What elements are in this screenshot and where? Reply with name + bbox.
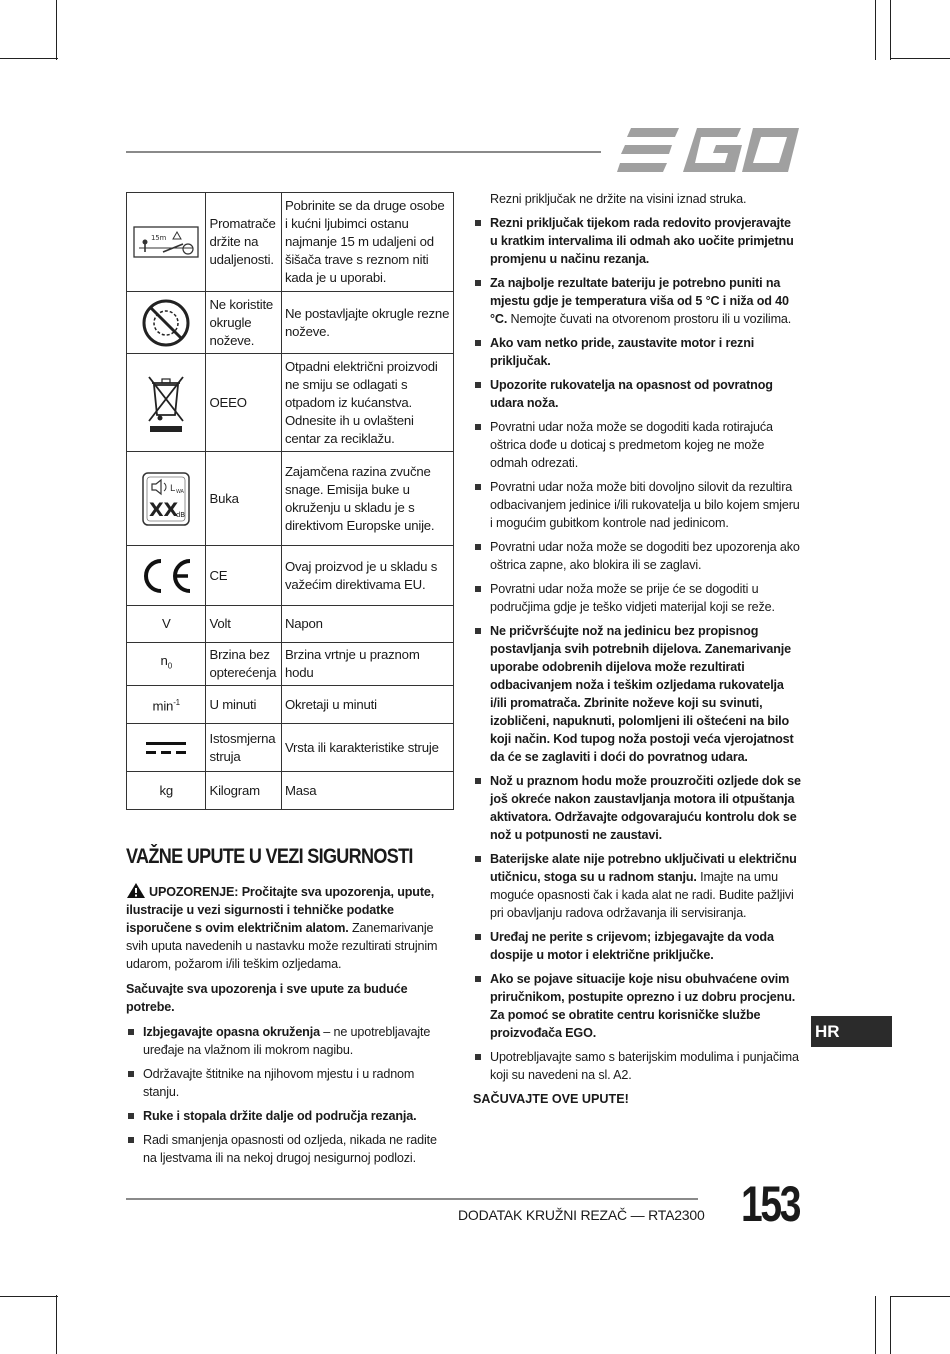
list-item [473, 274, 801, 328]
symbol-subscript: 0 [167, 661, 172, 671]
kilogram-symbol: kg [159, 782, 173, 798]
list-item [473, 418, 801, 472]
footer-rule [126, 1198, 698, 1200]
warning-label: UPOZORENJE: [149, 885, 239, 899]
item-text: Upotrebljavajte samo s baterijskim modulima i punjačima koji su navedeni na sl. A2. [490, 1050, 799, 1082]
no-load-speed-symbol: n [160, 653, 168, 669]
symbol-cell [127, 643, 206, 686]
symbol-name: Ne koristite okrugle noževe. [206, 292, 281, 354]
save-instructions-note: Sačuvajte sva upozorenja i sve upute za buduće potrebe. [126, 982, 408, 1014]
symbol-description: Ovaj proizvod je u skladu s važećim direktivama EU. [281, 546, 453, 606]
weee-bin-icon [146, 373, 186, 433]
item-bold: Upozorite rukovatelja na opasnost od povratnog udara noža. [490, 378, 773, 410]
warning-normal-text: Zanemarivanje svih uputa navedenih u nastavku može rezultirati strujnim udarom, požarom i/ili teškim ozljedama. [126, 921, 438, 971]
list-item [473, 928, 801, 964]
svg-text:15m: 15m [151, 234, 167, 242]
item-text: Radi smanjenja opasnosti od ozljeda, nikada ne radite na ljestvama ili na nekoj drugoj nesigurnoj podlozi. [143, 1133, 437, 1165]
list-item [473, 478, 801, 532]
warning-triangle-icon [126, 882, 146, 899]
item-text: Nemojte čuvati na otvorenom prostoru ili u vozilima. [507, 312, 792, 326]
list-item [126, 1023, 446, 1059]
symbol-description: Okretaji u minuti [281, 686, 453, 724]
crop-mark [56, 0, 57, 60]
symbol-cell [127, 686, 206, 724]
item-bold: Ako se pojave situacije koje nisu obuhvaćene ovim priručnikom, postupite oprezno i uz dobru procjenu. Za pomoć se obratite centru korisničke službe proizvođača EGO. [490, 972, 796, 1040]
safety-list-left [126, 1023, 446, 1167]
crop-mark [0, 1296, 58, 1297]
table-row [127, 546, 454, 606]
table-row [127, 452, 454, 546]
item-text: – ne upotrebljavajte uređaje na vlažnom ili mokrom nagibu. [143, 1025, 431, 1057]
item-text: Povratni udar noža može biti dovoljno silovit da rezultira odbacivanjem jedinice i/ili rukovatelja u bilo kojem smjeru i mogućim gubitkom kontrole nad jedinicom. [490, 480, 800, 530]
item-text: Održavajte štitnike na njihovom mjestu i u radnom stanju. [143, 1067, 415, 1099]
keep-instructions-note: SAČUVAJTE OVE UPUTE! [473, 1092, 629, 1106]
item-bold: Nož u praznom hodu može prouzročiti ozljede dok se još okreće nakon zaustavljanja motora ili otpuštanja aktivatora. Održavajte odgovarajuću kontrolu dok se nož u potpunosti ne zaustavi. [490, 774, 801, 842]
svg-text:XX: XX [149, 498, 179, 521]
crop-mark [0, 58, 58, 59]
list-item [473, 1048, 801, 1084]
table-row [127, 686, 454, 724]
symbol-description: Vrsta ili karakteristike struje [281, 724, 453, 772]
svg-text:L: L [170, 483, 176, 494]
item-bold: Ne pričvršćujte nož na jedinicu bez propisnog postavljanja svih potrebnih dijelova. Zanemarivanje uporabe odobrenih dijelova može rezultirati odbacivanjem noža i teškim ozljedama rukovatelja i/ili promatrača. Zbrinite noževe koji su svinuti, izobličeni, napuknuti, polomljeni ili oštećeni na bilo koji način. Kod tupog noža postoji veća vjerojatnost da će se zaglaviti i doći do povratnog udara. [490, 624, 794, 764]
language-tab: HR [811, 1016, 892, 1047]
crop-mark [56, 1295, 57, 1354]
symbol-description: Napon [281, 606, 453, 643]
list-item [473, 376, 801, 412]
section-title: VAŽNE UPUTE U VEZI SIGURNOSTI [126, 845, 413, 868]
warning-paragraph [126, 882, 446, 973]
symbol-description: Masa [281, 772, 453, 810]
noise-level-icon [142, 472, 190, 526]
symbol-cell [127, 354, 206, 452]
symbol-name: OEEO [206, 354, 281, 452]
bystander-distance-icon [133, 224, 199, 260]
item-bold: Ako vam netko pride, zaustavite motor i rezni priključak. [490, 336, 755, 368]
table-row [127, 772, 454, 810]
item-bold: Uređaj ne perite s crijevom; izbjegavajte da voda dospije u motor i električne priključke. [490, 930, 774, 962]
symbol-name: Promatrače držite na udaljenosti. [206, 193, 281, 292]
item-bold: Ruke i stopala držite dalje od područja rezanja. [143, 1109, 417, 1123]
list-item [473, 334, 801, 370]
symbol-name: U minuti [206, 686, 281, 724]
list-item [126, 1065, 446, 1101]
list-item [473, 622, 801, 766]
symbol-description: Pobrinite se da druge osobe i kućni ljubimci ostanu najmanje 15 m udaljeni od šišača trave s reznom niti kada je u uporabi. [281, 193, 453, 292]
symbol-cell [127, 772, 206, 810]
ce-mark-icon [138, 557, 194, 595]
per-minute-symbol: min [152, 698, 174, 714]
continued-item-text: Rezni priključak ne držite na visini iznad struka. [490, 192, 747, 206]
list-item [473, 970, 801, 1042]
symbol-name: Kilogram [206, 772, 281, 810]
header-rule [126, 151, 601, 153]
symbol-cell [127, 546, 206, 606]
svg-text:dB: dB [176, 510, 186, 519]
crop-mark [890, 58, 950, 59]
table-row [127, 724, 454, 772]
crop-mark [875, 1296, 876, 1354]
symbol-name: Volt [206, 606, 281, 643]
safety-section-left [126, 842, 446, 1173]
table-row [127, 643, 454, 686]
item-bold: Rezni priključak tijekom rada redovito provjeravajte u kratkim intervalima ili odmah ako uočite primjetnu promjenu u načinu rezanja. [490, 216, 794, 266]
list-item [473, 538, 801, 574]
symbol-description: Brzina vrtnje u praznom hodu [281, 643, 453, 686]
no-circular-blades-icon [141, 298, 191, 348]
symbol-name: Istosmjerna struja [206, 724, 281, 772]
list-item [473, 850, 801, 922]
symbol-superscript: -1 [173, 697, 180, 707]
list-item [473, 214, 801, 268]
crop-mark [890, 1296, 891, 1354]
symbol-cell [127, 193, 206, 292]
item-text: Povratni udar noža može se prije će se dogoditi u područjima gdje je teško vidjeti materijal koji se reže. [490, 582, 775, 614]
crop-mark [890, 1296, 950, 1297]
symbol-description: Otpadni električni proizvodi ne smiju se odlagati s otpadom iz kućanstva. Odnesite ih u ovlašteni centar za reciklažu. [281, 354, 453, 452]
symbols-table [126, 192, 454, 810]
ego-logo [617, 128, 799, 172]
crop-mark [875, 0, 876, 60]
table-row [127, 354, 454, 452]
item-bold: Za najbolje rezultate bateriju je potrebno puniti na mjestu gdje je temperatura viša od 5 °C i niža od 40 °C. [490, 276, 789, 326]
symbol-name: Brzina bez opterećenja [206, 643, 281, 686]
symbol-description: Zajamčena razina zvučne snage. Emisija buke u okruženju u skladu je s direktivom Europske unije. [281, 452, 453, 546]
page-number: 153 [741, 1176, 800, 1232]
symbol-cell [127, 724, 206, 772]
safety-section-right [473, 190, 801, 1108]
item-text: Povratni udar noža može se dogoditi bez upozorenja ako oštrica zapne, ako blokira ili se zaglavi. [490, 540, 800, 572]
symbol-name: Buka [206, 452, 281, 546]
list-item [126, 1131, 446, 1167]
footer-title: DODATAK KRUŽNI REZAČ — RTA2300 [458, 1207, 705, 1223]
table-row [127, 292, 454, 354]
table-row [127, 193, 454, 292]
symbol-cell [127, 606, 206, 643]
list-item [126, 1107, 446, 1125]
list-item [473, 580, 801, 616]
item-text: Imajte na umu moguće opasnosti čak i kada alat ne radi. Budite pažljivi pri obavljanju radova održavanja ili servisiranja. [490, 870, 794, 920]
svg-text:WA: WA [176, 488, 184, 495]
table-row [127, 606, 454, 643]
item-text: Povratni udar noža može se dogoditi kada rotirajuća oštrica dođe u doticaj s predmetom kojeg ne može odmah odrezati. [490, 420, 773, 470]
symbol-description: Ne postavljajte okrugle rezne noževe. [281, 292, 453, 354]
crop-mark [890, 0, 891, 60]
item-bold: Baterijske alate nije potrebno uključivati u električnu utičnicu, stoga su u radnom stanju. [490, 852, 797, 884]
direct-current-icon [144, 739, 188, 757]
list-item [473, 772, 801, 844]
symbol-cell [127, 292, 206, 354]
symbol-cell [127, 452, 206, 546]
safety-list-right [473, 214, 801, 1084]
warning-bold-text: Pročitajte sva upozorenja, upute, ilustracije u vezi sigurnosti i tehničke podatke isporučene s ovim električnim alatom. [126, 885, 435, 935]
volt-symbol: V [161, 616, 171, 631]
item-bold: Izbjegavajte opasna okruženja [143, 1025, 320, 1039]
symbol-name: CE [206, 546, 281, 606]
